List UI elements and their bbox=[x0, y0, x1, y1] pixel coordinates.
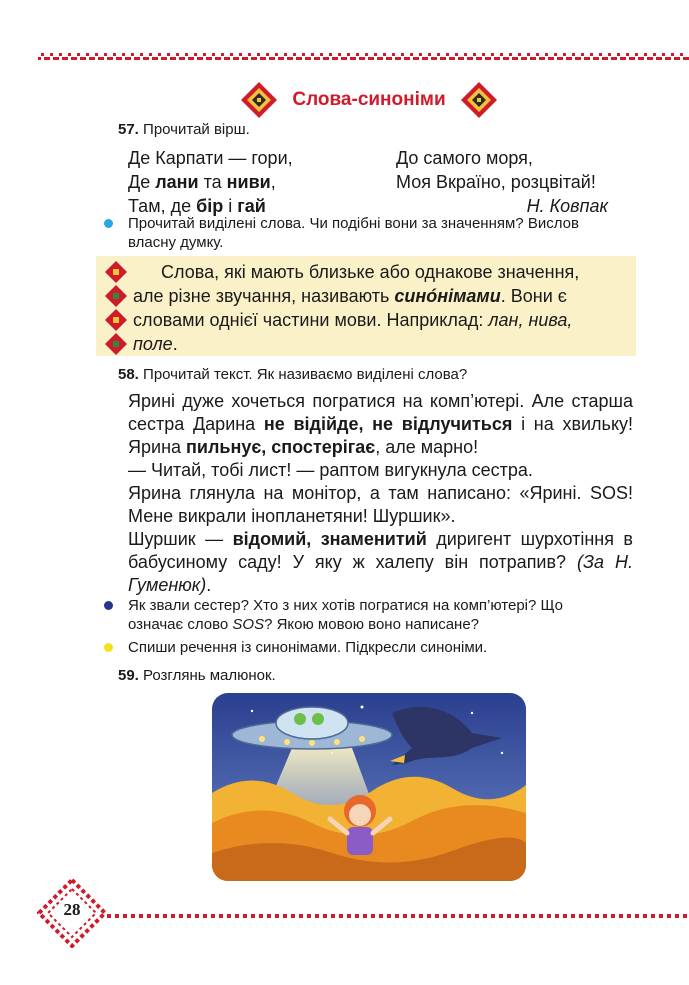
story-paragraph: Ярина глянула на монітор, а там написано: «Ярині. SOS! Мене викрали інопланетяни! Шуршик». bbox=[128, 483, 633, 526]
exercise-instruction: Прочитай текст. Як називаємо виділені слова? bbox=[143, 366, 468, 383]
exercise-number: 57. bbox=[118, 121, 139, 138]
poem-line: Моя Вкраїно, розцвітай! bbox=[396, 172, 596, 192]
ornament-border-top bbox=[38, 50, 689, 64]
illustration-ufo-scene bbox=[212, 693, 526, 881]
ornament-icon bbox=[460, 81, 498, 119]
ornament-icon bbox=[240, 81, 278, 119]
exercise-number: 59. bbox=[118, 667, 139, 684]
exercise-59-heading bbox=[118, 667, 276, 684]
page-number: 28 bbox=[63, 900, 81, 919]
exercise-instruction: Розглянь малюнок. bbox=[143, 667, 276, 684]
task-question: Спиши речення із синонімами. Підкресли синоніми. bbox=[128, 639, 488, 656]
task-question: Як звали сестер? Хто з них хотів погратися на комп’ютері? Що означає слово SOS? Якою мовою воно написане? bbox=[128, 597, 563, 633]
bullet-dot bbox=[104, 643, 113, 652]
poem-line: Де Карпати — гори, bbox=[128, 148, 293, 168]
highlight-word: ниви bbox=[226, 172, 271, 192]
exercise-58-heading bbox=[118, 366, 467, 383]
exercise-number: 58. bbox=[118, 366, 139, 383]
section-title-bar bbox=[240, 80, 498, 120]
highlight-word: бір bbox=[196, 196, 224, 216]
highlight-word: не відійде, не відлучиться bbox=[263, 414, 513, 434]
bullet-dot bbox=[104, 219, 113, 228]
task-question: Прочитай виділені слова. Чи подібні вони за значенням? Вислов власну думку. bbox=[128, 215, 579, 251]
poem-line: Там, де бір і гай bbox=[128, 196, 266, 216]
story-paragraph: Ярині дуже хочеться погратися на комп’ютері. Але старша сестра Дарина не відійде, не відлучиться і на хвильку! Ярина пильнує, спостерігає, але марно! bbox=[128, 391, 634, 457]
bullet-dot bbox=[104, 601, 113, 610]
key-term: синóнімами bbox=[394, 286, 501, 306]
highlight-word: лани bbox=[155, 172, 199, 192]
exercise-instruction: Прочитай вірш. bbox=[143, 121, 250, 138]
ornament-column bbox=[103, 259, 129, 355]
highlight-word: пильнує, спостерігає bbox=[186, 437, 376, 457]
poem-line: До самого моря, bbox=[396, 148, 533, 168]
story-paragraph: — Читай, тобі лист! — раптом вигукнула сестра. bbox=[128, 460, 533, 480]
highlight-word: гай bbox=[237, 196, 266, 216]
story-text bbox=[128, 390, 633, 597]
story-paragraph: Шуршик — відомий, знаменитий диригент шурхотіння в бабусиному саду! У яку ж халепу він потрапив? (За Н. Гуменюк). bbox=[128, 529, 633, 595]
rule-definition: Слова, які мають близьке або однакове значення, але різне звучання, називають синóнімами. Вони є словами однієї частини мови. Наприклад: лан, нива, поле. bbox=[133, 262, 580, 354]
poem-line: Де лани та ниви, bbox=[128, 172, 276, 192]
source-citation: (За Н. Гуменюк) bbox=[128, 552, 633, 595]
exercise-57-heading bbox=[118, 121, 250, 138]
page-title: Слова-синоніми bbox=[292, 89, 446, 110]
highlight-word: відомий, знаменитий bbox=[232, 529, 427, 549]
example-words: поле bbox=[133, 334, 173, 354]
example-words: лан, нива, bbox=[488, 310, 573, 330]
ornament-border-bottom bbox=[105, 912, 689, 920]
poem-author: Н. Ковпак bbox=[526, 196, 608, 216]
poem-left-column bbox=[128, 146, 378, 218]
poem-right-column bbox=[396, 146, 636, 218]
